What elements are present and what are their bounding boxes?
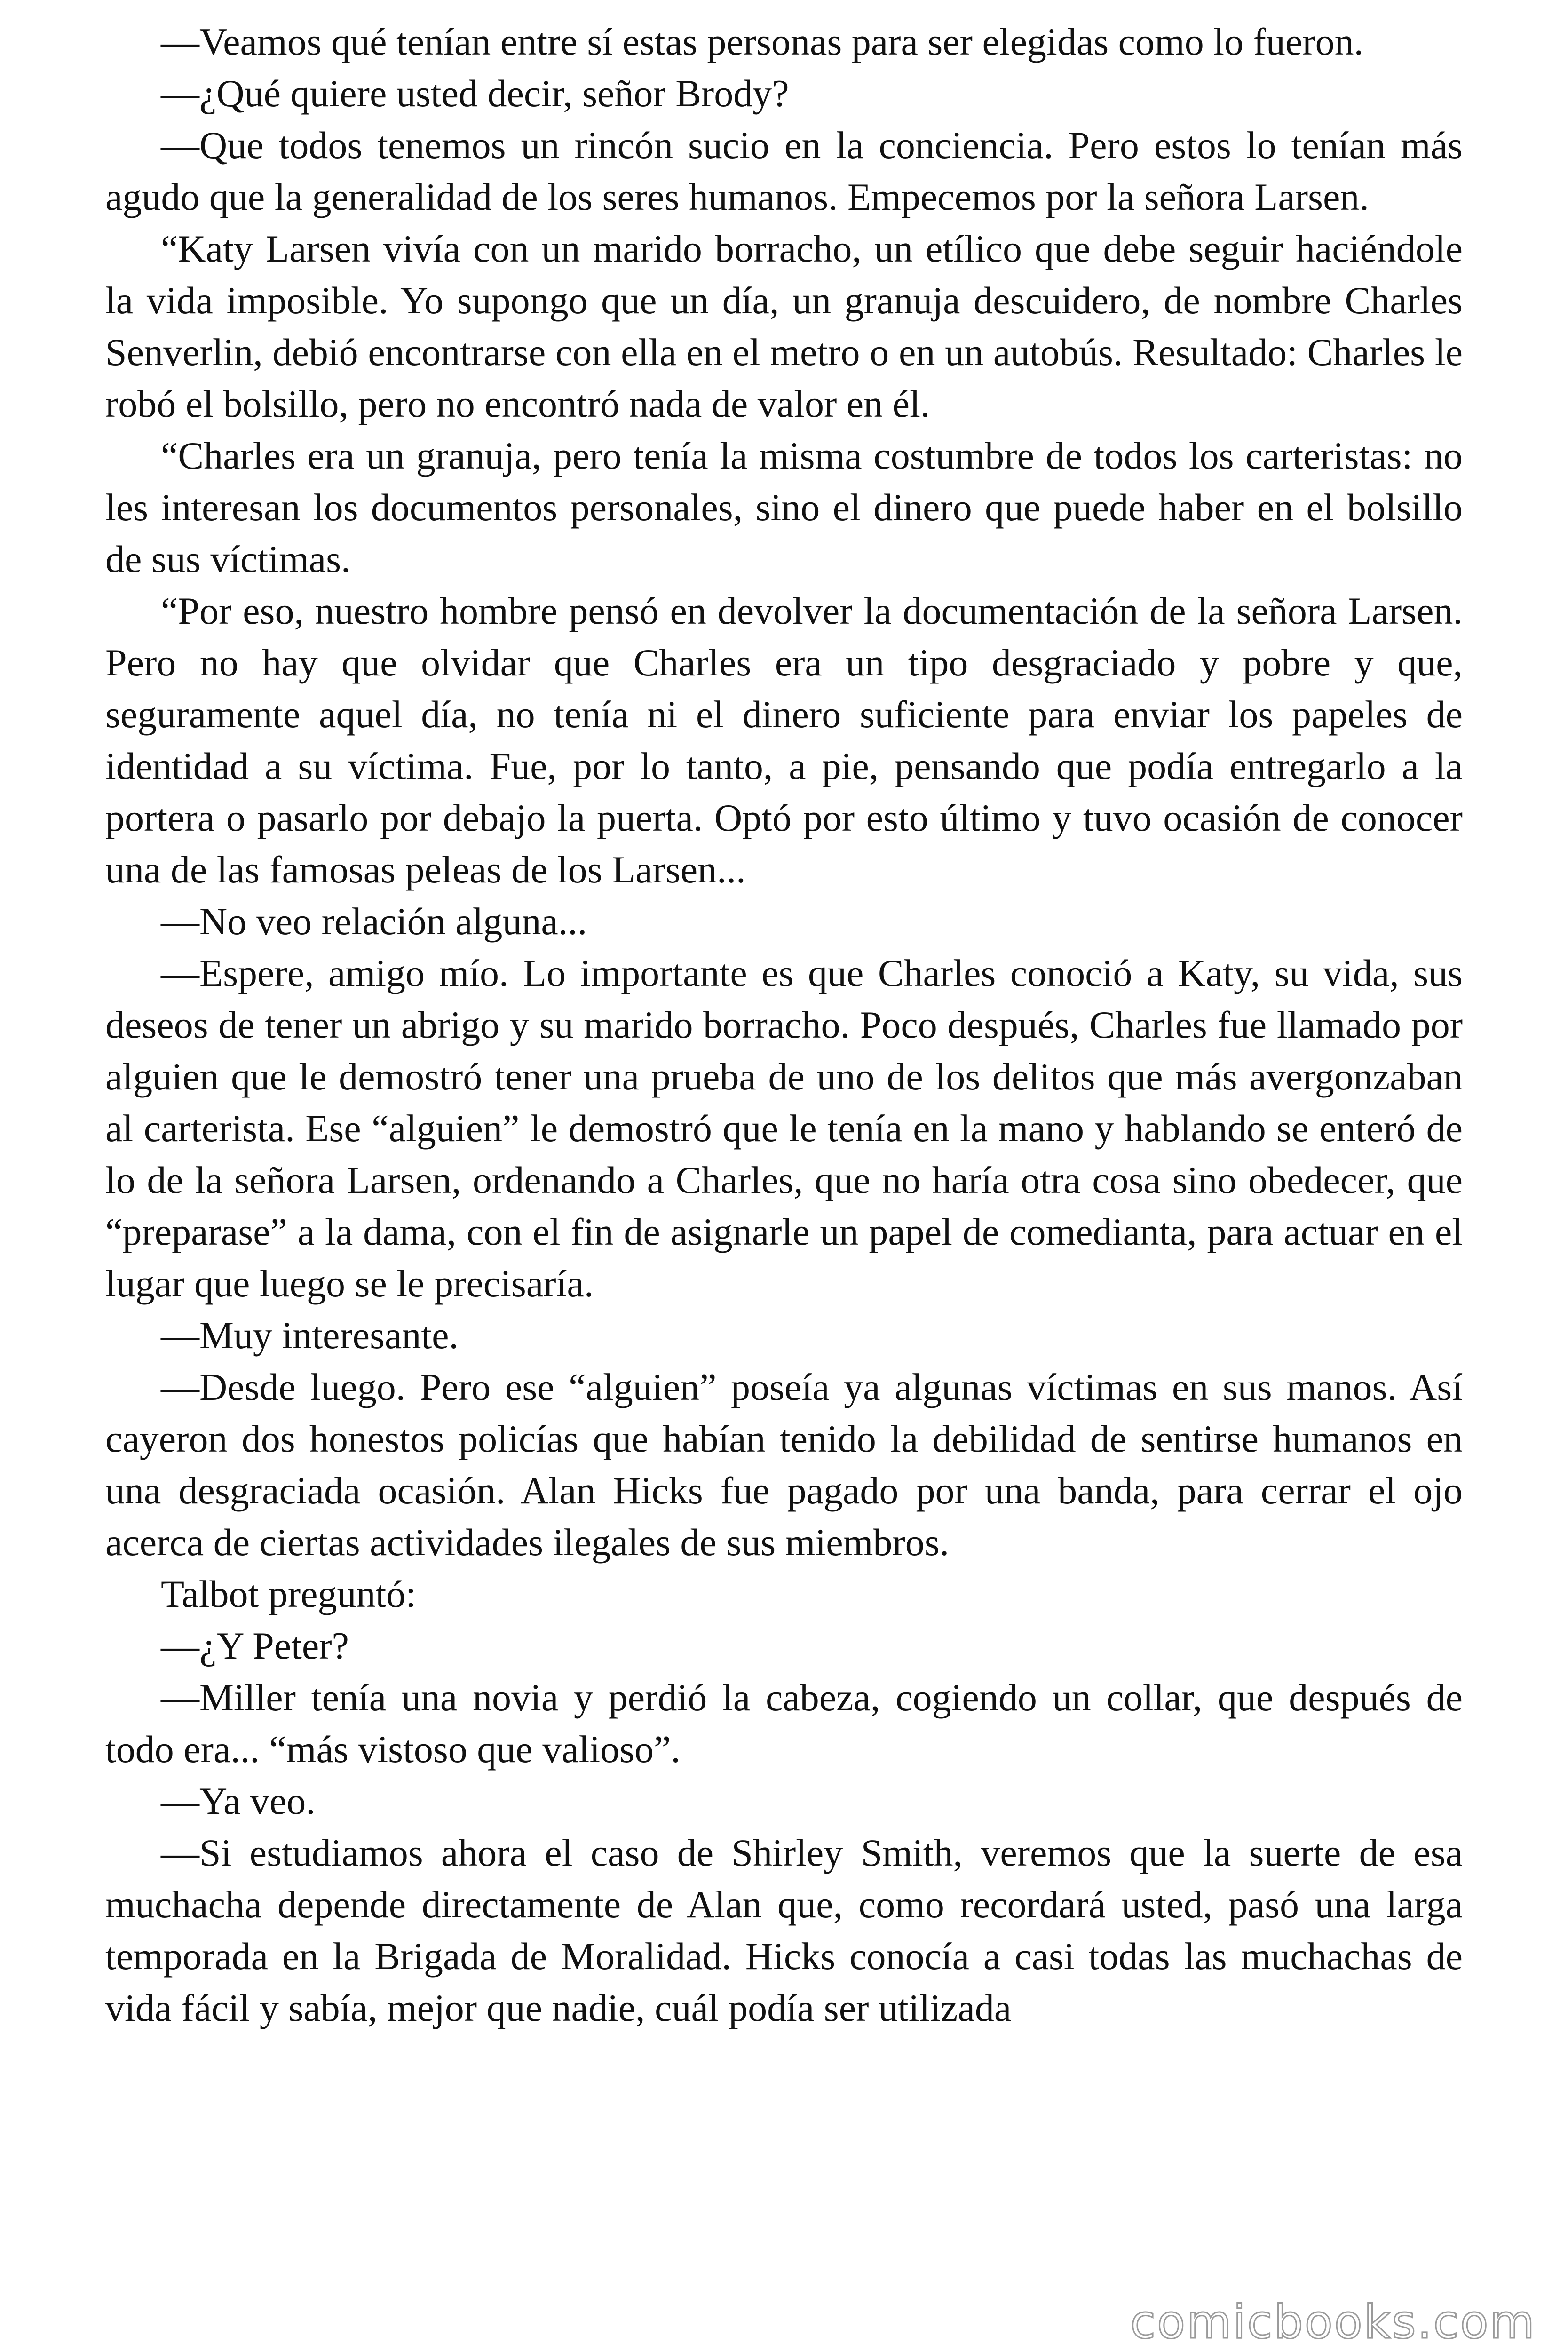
paragraph: —Veamos qué tenían entre sí estas personas para ser elegidas como lo fueron.	[161, 20, 1364, 63]
paragraph: —Si estudiamos ahora el caso de Shirley Smith, veremos que la suerte de esa muchacha depende directamente de Alan que, como recordará usted, pasó una larga temporada en la Brigada de Moralidad. Hicks conocía a casi todas las muchachas de vida fácil y sabía, mejor que nadie, cuál podía ser utilizada	[105, 1831, 1463, 2029]
paragraph: —Que todos tenemos un rincón sucio en la conciencia. Pero estos lo tenían más agudo que la generalidad de los seres humanos. Empecemos por la señora Larsen.	[105, 124, 1463, 218]
watermark: comicbooks.com	[1130, 2296, 1536, 2349]
paragraph: —¿Qué quiere usted decir, señor Brody?	[161, 72, 789, 115]
page-text	[105, 0, 1463, 2034]
paragraph: “Katy Larsen vivía con un marido borracho, un etílico que debe seguir haciéndole la vida imposible. Yo supongo que un día, un granuja descuidero, de nombre Charles Senverlin, debió encontrarse con ella en el metro o en un autobús. Resultado: Charles le robó el bolsillo, pero no encontró nada de valor en él.	[105, 227, 1463, 425]
paragraph: —Muy interesante.	[161, 1314, 459, 1357]
paragraph: “Por eso, nuestro hombre pensó en devolver la documentación de la señora Larsen. Pero no hay que olvidar que Charles era un tipo desgraciado y pobre y que, seguramente aquel día, no tenía ni el dinero suficiente para enviar los papeles de identidad a su víctima. Fue, por lo tanto, a pie, pensando que podía entregarlo a la portera o pasarlo por debajo la puerta. Optó por esto último y tuvo ocasión de conocer una de las famosas peleas de los Larsen...	[105, 589, 1463, 891]
paragraph: —No veo relación alguna...	[161, 900, 587, 943]
paragraph: —Ya veo.	[161, 1780, 316, 1822]
paragraph: —Espere, amigo mío. Lo importante es que Charles conoció a Katy, su vida, sus deseos de tener un abrigo y su marido borracho. Poco después, Charles fue llamado por alguien que le demostró tener una prueba de uno de los delitos que más avergonzaban al carterista. Ese “alguien” le demostró que le tenía en la mano y hablando se enteró de lo de la señora Larsen, ordenando a Charles, que no haría otra cosa sino obedecer, que “preparase” a la dama, con el fin de asignarle un papel de comedianta, para actuar en el lugar que luego se le precisaría.	[105, 952, 1463, 1305]
paragraph: —¿Y Peter?	[161, 1624, 349, 1667]
paragraph: —Miller tenía una novia y perdió la cabeza, cogiendo un collar, que después de todo era... “más vistoso que valioso”.	[105, 1676, 1463, 1771]
paragraph: —Desde luego. Pero ese “alguien” poseía ya algunas víctimas en sus manos. Así cayeron dos honestos policías que habían tenido la debilidad de sentirse humanos en una desgraciada ocasión. Alan Hicks fue pagado por una banda, para cerrar el ojo acerca de ciertas actividades ilegales de sus miembros.	[105, 1366, 1463, 1564]
paragraph: “Charles era un granuja, pero tenía la misma costumbre de todos los carteristas: no les interesan los documentos personales, sino el dinero que puede haber en el bolsillo de sus víctimas.	[105, 434, 1463, 580]
paragraph: Talbot preguntó:	[161, 1573, 417, 1615]
